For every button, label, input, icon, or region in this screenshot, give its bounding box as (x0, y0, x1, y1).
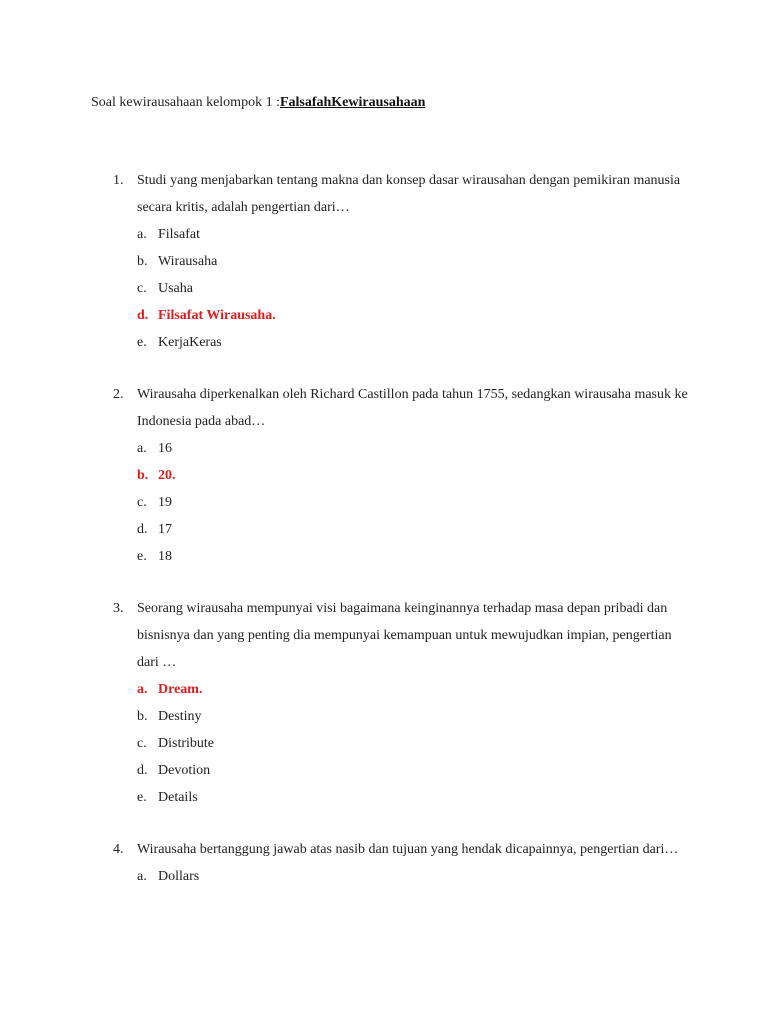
option-text: Dollars (158, 869, 200, 884)
question-number: 4. (113, 842, 124, 857)
question-4 (113, 836, 693, 890)
option-letter: e. (137, 335, 147, 350)
document-title (91, 94, 425, 112)
option-letter: a. (137, 869, 147, 884)
option-letter: e. (137, 549, 147, 564)
option-b (137, 703, 693, 730)
option-text: Details (158, 790, 198, 805)
option-text: Wirausaha (158, 254, 218, 269)
option-a (137, 435, 693, 462)
option-text: 16 (158, 441, 172, 456)
option-letter: d. (137, 522, 148, 537)
option-e (137, 543, 693, 570)
option-letter: b. (137, 254, 148, 269)
option-c (137, 730, 693, 757)
option-letter: a. (137, 441, 147, 456)
option-letter: c. (137, 281, 147, 296)
option-text: Usaha (158, 281, 193, 296)
option-e (137, 329, 693, 356)
option-letter: d. (137, 308, 149, 323)
option-text: 17 (158, 522, 172, 537)
option-a (137, 863, 693, 890)
option-text: KerjaKeras (158, 335, 222, 350)
option-text: Filsafat Wirausaha. (158, 308, 276, 323)
question-text: Seorang wirausaha mempunyai visi bagaimana keinginannya terhadap masa depan pribadi dan bisnisnya dan yang penting dia mempunyai kemampuan untuk mewujudkan impian, pengertian dari … (137, 601, 672, 670)
option-c (137, 489, 693, 516)
option-text: Destiny (158, 709, 202, 724)
title-topic: FalsafahKewirausahaan (279, 95, 426, 110)
question-number: 3. (113, 601, 124, 616)
question-text: Wirausaha bertanggung jawab atas nasib dan tujuan yang hendak dicapainnya, pengertian dari… (137, 842, 679, 857)
question-3 (113, 595, 693, 811)
option-text: 20. (158, 468, 176, 483)
option-letter: b. (137, 468, 149, 483)
option-b (137, 248, 693, 275)
question-text: Studi yang menjabarkan tentang makna dan konsep dasar wirausahan dengan pemikiran manusia secara kritis, adalah pengertian dari… (137, 173, 681, 215)
question-1 (113, 167, 693, 356)
option-letter: c. (137, 736, 147, 751)
option-d (137, 516, 693, 543)
option-letter: e. (137, 790, 147, 805)
option-d-correct-answer (137, 302, 693, 329)
title-prefix: Soal kewirausahaan kelompok 1 : (91, 95, 280, 110)
option-letter: a. (137, 227, 147, 242)
option-c (137, 275, 693, 302)
option-text: Filsafat (158, 227, 200, 242)
question-text: Wirausaha diperkenalkan oleh Richard Castillon pada tahun 1755, sedangkan wirausaha masuk ke Indonesia pada abad… (137, 387, 688, 429)
question-number: 1. (113, 173, 124, 188)
option-letter: c. (137, 495, 147, 510)
option-a-correct-answer (137, 676, 693, 703)
option-letter: b. (137, 709, 148, 724)
option-text: Distribute (158, 736, 214, 751)
option-text: 18 (158, 549, 172, 564)
option-d (137, 757, 693, 784)
option-b-correct-answer (137, 462, 693, 489)
option-text: Devotion (158, 763, 211, 778)
option-text: Dream. (158, 682, 203, 697)
question-number: 2. (113, 387, 124, 402)
option-letter: a. (137, 682, 148, 697)
option-text: 19 (158, 495, 172, 510)
question-2 (113, 381, 693, 570)
option-e (137, 784, 693, 811)
option-a (137, 221, 693, 248)
option-letter: d. (137, 763, 148, 778)
